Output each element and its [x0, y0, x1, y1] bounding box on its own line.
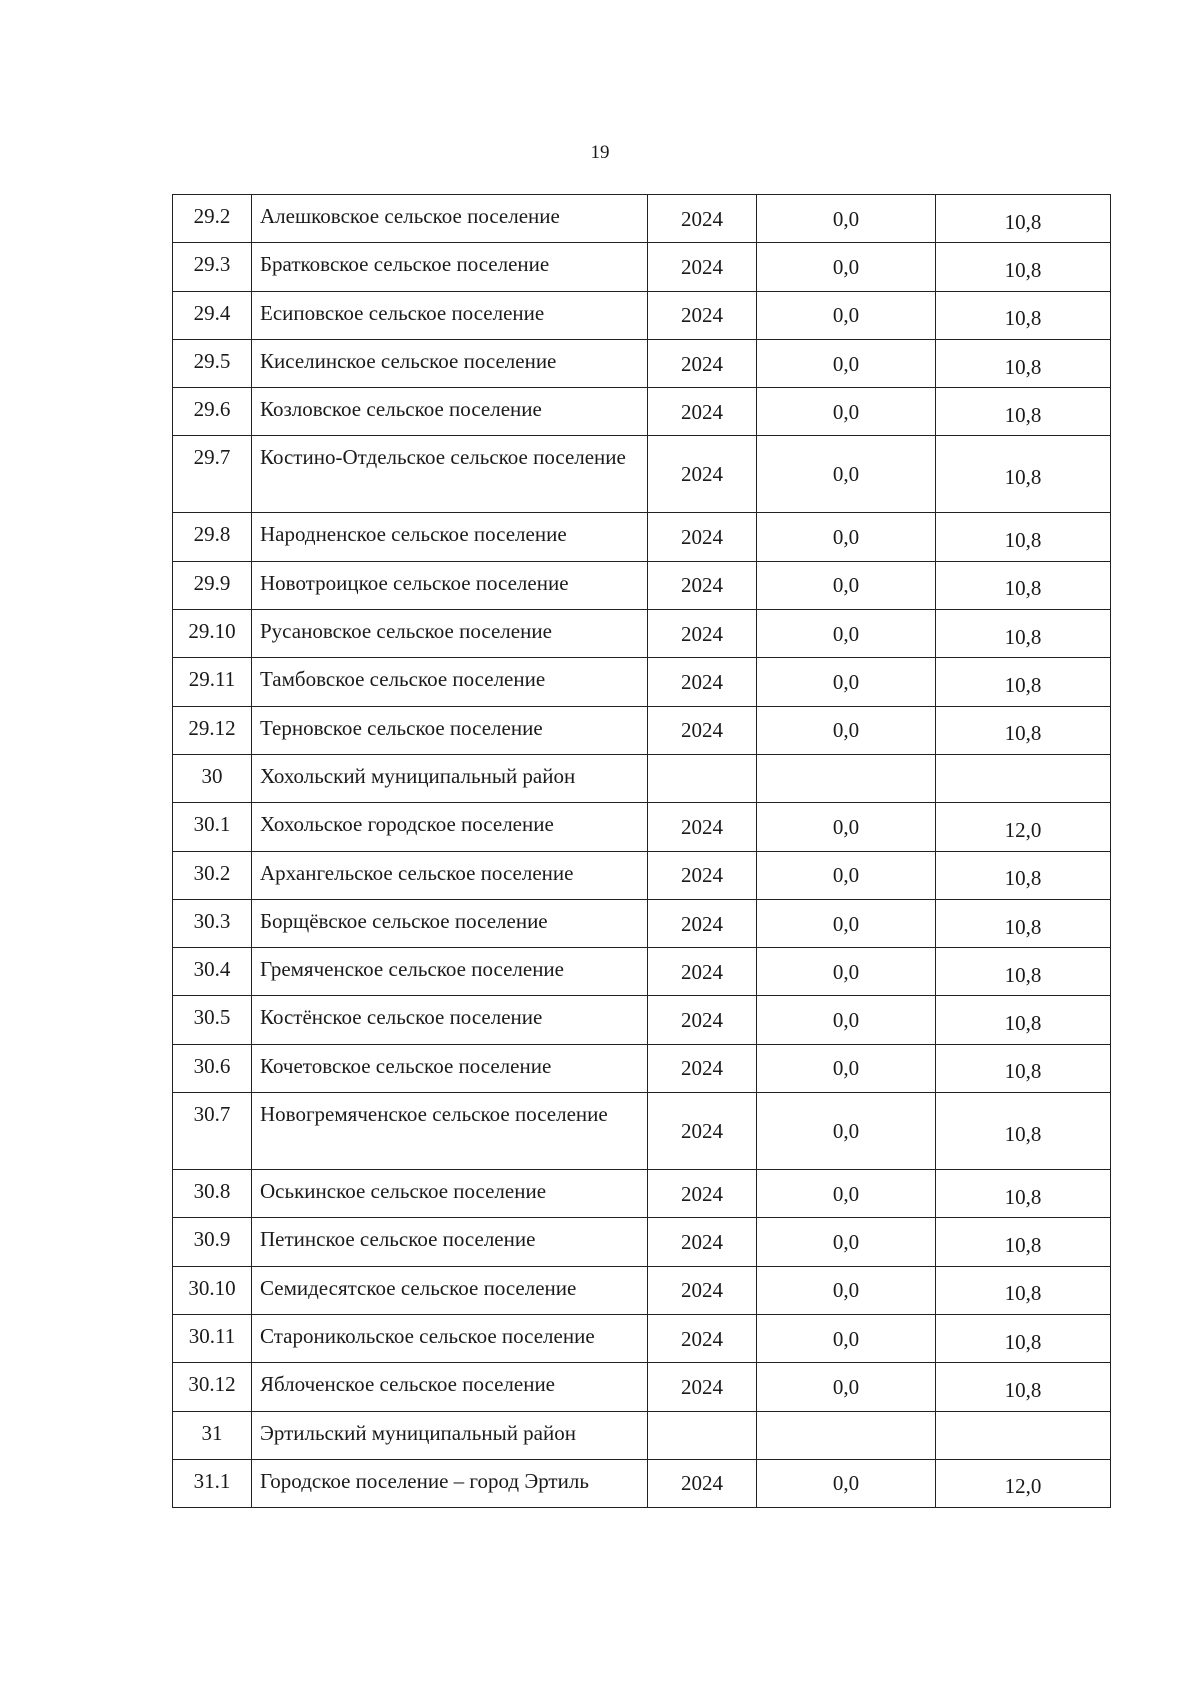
year-cell: 2024 — [648, 1459, 757, 1507]
row-number: 30.12 — [173, 1363, 252, 1411]
year-cell: 2024 — [648, 291, 757, 339]
value-1-cell: 0,0 — [757, 899, 936, 947]
value-1-cell: 0,0 — [757, 996, 936, 1044]
row-number: 30.7 — [173, 1093, 252, 1170]
value-1-cell: 0,0 — [757, 436, 936, 513]
year-cell: 2024 — [648, 610, 757, 658]
value-2-cell: 10,8 — [936, 1170, 1111, 1218]
value-1-cell: 0,0 — [757, 1044, 936, 1092]
year-cell: 2024 — [648, 1093, 757, 1170]
value-1-cell — [757, 1411, 936, 1459]
row-number: 30.5 — [173, 996, 252, 1044]
value-1-cell: 0,0 — [757, 195, 936, 243]
value-2-cell: 10,8 — [936, 243, 1111, 291]
year-cell: 2024 — [648, 1218, 757, 1266]
table-row — [173, 1459, 1111, 1507]
value-1-cell: 0,0 — [757, 291, 936, 339]
value-1-cell: 0,0 — [757, 1170, 936, 1218]
year-cell: 2024 — [648, 1363, 757, 1411]
table-row — [173, 1170, 1111, 1218]
row-number: 29.12 — [173, 706, 252, 754]
row-number: 30.8 — [173, 1170, 252, 1218]
settlements-table — [172, 194, 1111, 1508]
settlement-name: Архангельское сельское поселение — [252, 851, 648, 899]
settlement-name: Яблоченское сельское поселение — [252, 1363, 648, 1411]
row-number: 30.11 — [173, 1314, 252, 1362]
value-1-cell: 0,0 — [757, 948, 936, 996]
value-2-cell: 10,8 — [936, 1218, 1111, 1266]
row-number: 30.9 — [173, 1218, 252, 1266]
value-1-cell: 0,0 — [757, 851, 936, 899]
row-number: 31 — [173, 1411, 252, 1459]
value-2-cell: 10,8 — [936, 1363, 1111, 1411]
value-2-cell: 10,8 — [936, 899, 1111, 947]
year-cell: 2024 — [648, 388, 757, 436]
row-number: 29.4 — [173, 291, 252, 339]
settlement-name: Киселинское сельское поселение — [252, 339, 648, 387]
value-2-cell: 10,8 — [936, 996, 1111, 1044]
year-cell — [648, 1411, 757, 1459]
page-number: 19 — [590, 142, 610, 163]
table-row — [173, 754, 1111, 802]
row-number: 30.10 — [173, 1266, 252, 1314]
year-cell: 2024 — [648, 561, 757, 609]
settlement-name: Хохольское городское поселение — [252, 803, 648, 851]
value-2-cell: 10,8 — [936, 388, 1111, 436]
value-1-cell: 0,0 — [757, 1266, 936, 1314]
value-1-cell: 0,0 — [757, 803, 936, 851]
value-1-cell: 0,0 — [757, 1314, 936, 1362]
table-row — [173, 388, 1111, 436]
year-cell: 2024 — [648, 1314, 757, 1362]
settlement-name: Костёнское сельское поселение — [252, 996, 648, 1044]
value-2-cell: 10,8 — [936, 291, 1111, 339]
value-2-cell: 12,0 — [936, 803, 1111, 851]
year-cell: 2024 — [648, 899, 757, 947]
settlement-name: Братковское сельское поселение — [252, 243, 648, 291]
value-1-cell: 0,0 — [757, 1093, 936, 1170]
settlement-name: Народненское сельское поселение — [252, 513, 648, 561]
district-name: Эртильский муниципальный район — [252, 1411, 648, 1459]
settlement-name: Семидесятское сельское поселение — [252, 1266, 648, 1314]
row-number: 29.11 — [173, 658, 252, 706]
value-2-cell: 10,8 — [936, 339, 1111, 387]
table-row — [173, 948, 1111, 996]
row-number: 30.4 — [173, 948, 252, 996]
year-cell: 2024 — [648, 243, 757, 291]
year-cell: 2024 — [648, 803, 757, 851]
value-1-cell: 0,0 — [757, 610, 936, 658]
table-row — [173, 195, 1111, 243]
year-cell — [648, 754, 757, 802]
value-1-cell: 0,0 — [757, 339, 936, 387]
settlement-name: Козловское сельское поселение — [252, 388, 648, 436]
row-number: 29.9 — [173, 561, 252, 609]
year-cell: 2024 — [648, 1044, 757, 1092]
table-row — [173, 1363, 1111, 1411]
settlement-name: Городское поселение – город Эртиль — [252, 1459, 648, 1507]
row-number: 30.6 — [173, 1044, 252, 1092]
row-number: 30.1 — [173, 803, 252, 851]
value-2-cell — [936, 754, 1111, 802]
table-row — [173, 899, 1111, 947]
row-number: 29.7 — [173, 436, 252, 513]
table-row — [173, 339, 1111, 387]
year-cell: 2024 — [648, 1170, 757, 1218]
table-row — [173, 243, 1111, 291]
value-2-cell: 10,8 — [936, 195, 1111, 243]
table-row — [173, 1266, 1111, 1314]
value-2-cell: 10,8 — [936, 436, 1111, 513]
settlement-name: Кочетовское сельское поселение — [252, 1044, 648, 1092]
value-2-cell: 10,8 — [936, 513, 1111, 561]
value-1-cell: 0,0 — [757, 1218, 936, 1266]
year-cell: 2024 — [648, 706, 757, 754]
table-row — [173, 851, 1111, 899]
year-cell: 2024 — [648, 658, 757, 706]
settlement-name: Тамбовское сельское поселение — [252, 658, 648, 706]
table-row — [173, 1411, 1111, 1459]
value-1-cell: 0,0 — [757, 513, 936, 561]
year-cell: 2024 — [648, 948, 757, 996]
value-2-cell: 10,8 — [936, 1266, 1111, 1314]
settlement-name: Староникольское сельское поселение — [252, 1314, 648, 1362]
settlement-name: Борщёвское сельское поселение — [252, 899, 648, 947]
settlement-name: Русановское сельское поселение — [252, 610, 648, 658]
settlement-name: Оськинское сельское поселение — [252, 1170, 648, 1218]
value-1-cell: 0,0 — [757, 706, 936, 754]
value-2-cell: 10,8 — [936, 706, 1111, 754]
row-number: 29.5 — [173, 339, 252, 387]
row-number: 29.10 — [173, 610, 252, 658]
table-body — [173, 195, 1111, 1508]
year-cell: 2024 — [648, 436, 757, 513]
value-2-cell: 12,0 — [936, 1459, 1111, 1507]
table-row — [173, 1218, 1111, 1266]
value-2-cell — [936, 1411, 1111, 1459]
settlement-name: Терновское сельское поселение — [252, 706, 648, 754]
value-1-cell: 0,0 — [757, 388, 936, 436]
table-row — [173, 1314, 1111, 1362]
table-row — [173, 610, 1111, 658]
settlement-name: Есиповское сельское поселение — [252, 291, 648, 339]
row-number: 31.1 — [173, 1459, 252, 1507]
row-number: 30.3 — [173, 899, 252, 947]
value-1-cell — [757, 754, 936, 802]
value-1-cell: 0,0 — [757, 1459, 936, 1507]
value-1-cell: 0,0 — [757, 658, 936, 706]
row-number: 29.6 — [173, 388, 252, 436]
settlement-name: Гремяченское сельское поселение — [252, 948, 648, 996]
value-2-cell: 10,8 — [936, 1093, 1111, 1170]
table-row — [173, 996, 1111, 1044]
table-row — [173, 803, 1111, 851]
year-cell: 2024 — [648, 339, 757, 387]
table-row — [173, 1044, 1111, 1092]
row-number: 29.8 — [173, 513, 252, 561]
value-1-cell: 0,0 — [757, 561, 936, 609]
settlement-name: Алешковское сельское поселение — [252, 195, 648, 243]
year-cell: 2024 — [648, 851, 757, 899]
year-cell: 2024 — [648, 1266, 757, 1314]
value-2-cell: 10,8 — [936, 610, 1111, 658]
district-name: Хохольский муниципальный район — [252, 754, 648, 802]
table-row — [173, 658, 1111, 706]
table-row — [173, 561, 1111, 609]
row-number: 30 — [173, 754, 252, 802]
table-row — [173, 291, 1111, 339]
year-cell: 2024 — [648, 996, 757, 1044]
year-cell: 2024 — [648, 195, 757, 243]
table-row — [173, 436, 1111, 513]
settlement-name: Петинское сельское поселение — [252, 1218, 648, 1266]
settlement-name: Новогремяченское сельское поселение — [252, 1093, 648, 1170]
value-2-cell: 10,8 — [936, 948, 1111, 996]
value-2-cell: 10,8 — [936, 561, 1111, 609]
value-2-cell: 10,8 — [936, 851, 1111, 899]
value-2-cell: 10,8 — [936, 658, 1111, 706]
row-number: 29.2 — [173, 195, 252, 243]
year-cell: 2024 — [648, 513, 757, 561]
value-1-cell: 0,0 — [757, 243, 936, 291]
table-row — [173, 1093, 1111, 1170]
value-2-cell: 10,8 — [936, 1314, 1111, 1362]
table-row — [173, 513, 1111, 561]
settlement-name: Костино-Отдельское сельское поселение — [252, 436, 648, 513]
row-number: 29.3 — [173, 243, 252, 291]
table-row — [173, 706, 1111, 754]
row-number: 30.2 — [173, 851, 252, 899]
value-1-cell: 0,0 — [757, 1363, 936, 1411]
value-2-cell: 10,8 — [936, 1044, 1111, 1092]
settlement-name: Новотроицкое сельское поселение — [252, 561, 648, 609]
